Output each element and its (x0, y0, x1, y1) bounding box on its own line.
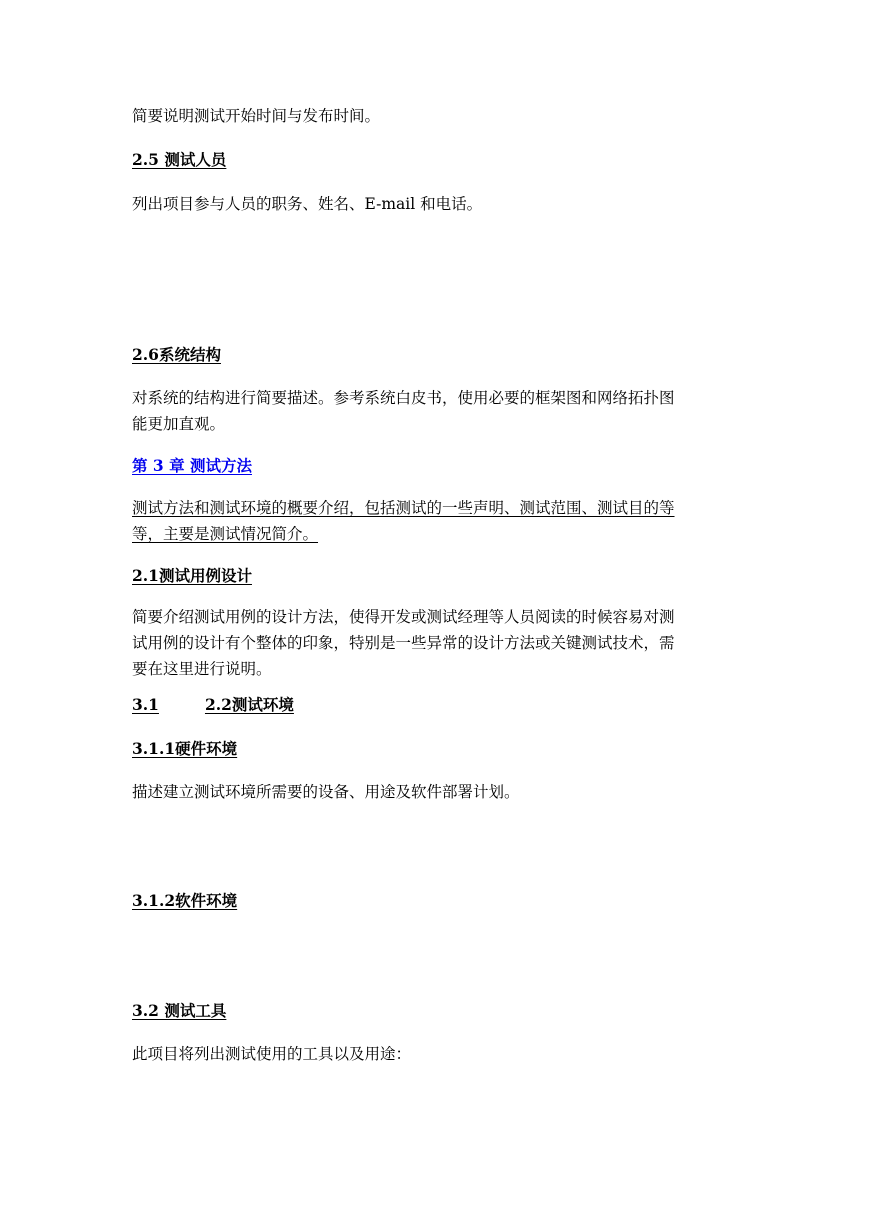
paragraph-line: 对系统的结构进行简要描述。参考系统白皮书，使用必要的框架图和网络拓扑图 (132, 389, 675, 407)
paragraph-line: 简要介绍测试用例的设计方法，使得开发或测试经理等人员阅读的时候容易对测 (132, 608, 675, 626)
paragraph-line: 试用例的设计有个整体的印象，特别是一些异常的设计方法或关键测试技术，需 (132, 634, 675, 652)
paragraph-staff-list: 列出项目参与人员的职务、姓名、E-mail 和电话。 (132, 195, 483, 213)
chapter-3-link[interactable]: 第 3 章 测试方法 (132, 456, 252, 475)
heading-3-1-test-environment (132, 692, 742, 718)
paragraph-hardware-environment: 描述建立测试环境所需要的设备、用途及软件部署计划。 (132, 783, 520, 801)
paragraph-test-case-design (132, 604, 742, 682)
heading-2-1-test-case-design: 2.1测试用例设计 (132, 566, 252, 585)
heading-number: 3.1 (132, 695, 159, 714)
paragraph-line: 要在这里进行说明。 (132, 660, 272, 678)
paragraph-test-method-intro (132, 495, 742, 547)
heading-3-2-test-tools: 3.2 测试工具 (132, 1001, 227, 1020)
paragraph-test-time: 简要说明测试开始时间与发布时间。 (132, 107, 381, 125)
chapter-3-heading (132, 453, 742, 479)
heading-text: 2.2测试环境 (204, 695, 294, 714)
paragraph-test-tools: 此项目将列出测试使用的工具以及用途： (132, 1045, 412, 1063)
paragraph-line: 能更加直观。 (132, 415, 226, 433)
heading-2-5-test-staff: 2.5 测试人员 (132, 150, 227, 169)
paragraph-line: 等，主要是测试情况简介。 (132, 525, 319, 543)
heading-2-6-system-structure: 2.6系统结构 (132, 345, 221, 364)
paragraph-system-structure (132, 385, 742, 437)
paragraph-line: 测试方法和测试环境的概要介绍，包括测试的一些声明、测试范围、测试目的等 (132, 499, 675, 517)
heading-3-1-1-hardware-environment: 3.1.1硬件环境 (132, 739, 238, 758)
heading-3-1-2-software-environment: 3.1.2软件环境 (132, 891, 238, 910)
